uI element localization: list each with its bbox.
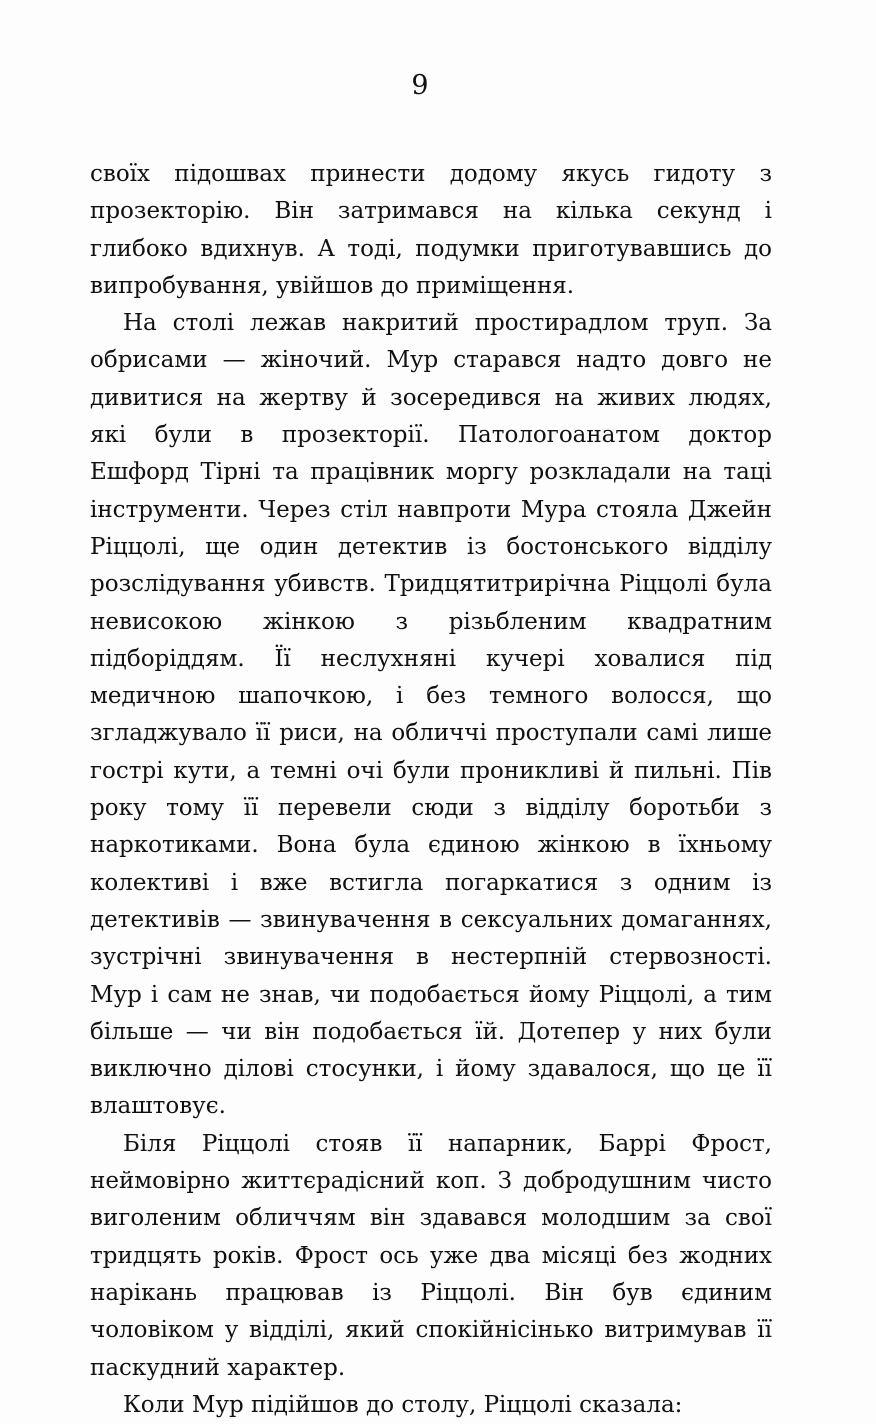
paragraph-4: Коли Мур підійшов до столу, Ріццолі сказала: <box>123 1391 683 1418</box>
paragraph-3: Біля Ріццолі стояв її напарник, Баррі Фрост, неймовірно життєрадісний коп. З добродушним чисто виголеним обличчям він здавався молодшим за свої тридцять років. Фрост ось уже два місяці без жодних нарікань працював із Ріццолі. Він був єдиним чоловіком у відділі, який спокійнісінько витримував її паскудний характер. <box>90 1130 772 1381</box>
paragraph-1: своїх підошвах принести додому якусь гидоту з прозекторію. Він затримався на кілька секунд і глибоко вдихнув. А тоді, подумки приготувавшись до випробування, увійшов до приміщення. <box>90 161 772 299</box>
paragraph-2: На столі лежав накритий простирадлом труп. За обрисами — жіночий. Мур старався надто довго не дивитися на жертву й зосередився на живих людях, які були в прозекторії. Патологоанатом доктор Ешфорд Тірні та працівник моргу розкладали на таці інструменти. Через стіл навпроти Мура стояла Джейн Ріццолі, ще один детектив із бостонського відділу розслідування убивств. Тридцятитрирічна Ріццолі була невисокою жінкою з різьбленим квадратним підборіддям. Її неслухняні кучері ховалися під медичною шапочкою, і без темного волосся, що згладжувало її риси, на обличчі проступали самі лише гострі кути, а темні очі були проникливі й пильні. Пів року тому її перевели сюди з відділу боротьби з наркотиками. Вона була єдиною жінкою в їхньому колективі і вже встигла погаркатися з одним із детективів — звинувачення в сексуальних домаганнях, зустрічні звинувачення в нестерпній стервозності. Мур і сам не знав, чи подобається йому Ріццолі, а тим більше — чи він подобається їй. Дотепер у них були виключно ділові стосунки, і йому здавалося, що це її влаштовує. <box>90 310 772 1120</box>
body-text <box>90 156 772 1424</box>
page-number: 9 <box>411 70 429 101</box>
